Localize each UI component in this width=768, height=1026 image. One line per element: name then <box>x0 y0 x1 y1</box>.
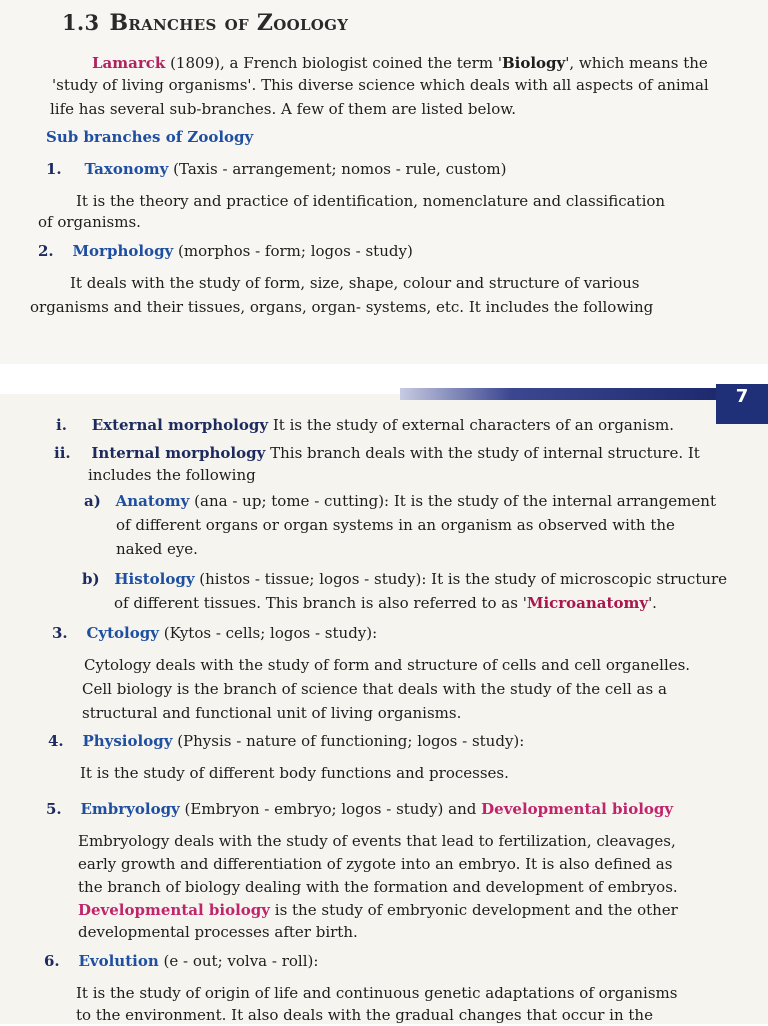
embryology-line-5: developmental processes after birth. <box>78 923 358 941</box>
section-number: 1.3 <box>62 10 100 35</box>
evolution-etymology: (e - out; volva - roll): <box>158 952 319 970</box>
morphology-number: 2. <box>38 242 54 260</box>
evolution-number: 6. <box>44 952 60 970</box>
section-title: Branches of Zoology <box>109 10 349 36</box>
intro-name: Lamarck <box>92 54 166 72</box>
cytology-etymology: (Kytos - cells; logos - study): <box>158 624 378 642</box>
anatomy-line-2: of different organs or organ systems in an organism as observed with the <box>116 516 675 534</box>
internal-number: ii. <box>54 444 71 462</box>
evolution-term: Evolution <box>78 952 159 970</box>
internal-line-2: includes the following <box>88 466 256 484</box>
physiology-number: 4. <box>48 732 64 750</box>
anatomy-heading <box>84 490 716 512</box>
embryology-term: Embryology <box>80 800 180 818</box>
cytology-heading <box>52 622 377 644</box>
evolution-line-1: It is the study of origin of life and continuous genetic adaptations of organisms <box>76 984 678 1002</box>
histology-text-b: '. <box>648 594 657 612</box>
intro-text-a: (1809), a French biologist coined the term ' <box>165 54 502 72</box>
histology-text-a: of different tissues. This branch is also referred to as ' <box>114 594 527 612</box>
intro-line-2: 'study of living organisms'. This diverse science which deals with all aspects of animal <box>52 76 709 94</box>
cytology-line-3: structural and functional unit of living organisms. <box>82 704 462 722</box>
embryology-line-4-text: is the study of embryonic development and the other <box>270 901 678 919</box>
intro-term: Biology <box>501 54 566 72</box>
section-heading <box>62 10 348 36</box>
morphology-line-1: It deals with the study of form, size, shape, colour and structure of various <box>70 274 640 292</box>
histology-label: b) <box>82 570 100 588</box>
intro-text-b: ', which means the <box>565 54 708 72</box>
embryology-line-1: Embryology deals with the study of events that lead to fertilization, cleavages, <box>78 832 676 850</box>
header-band <box>400 388 716 400</box>
cytology-number: 3. <box>52 624 68 642</box>
cytology-term: Cytology <box>86 624 159 642</box>
anatomy-term: Anatomy <box>115 492 190 510</box>
histology-heading <box>82 568 727 590</box>
embryology-etymology: (Embryon - embryo; logos - study) and <box>179 800 482 818</box>
developmental-biology-term-2: Developmental biology <box>78 901 270 919</box>
evolution-heading <box>44 950 318 972</box>
taxonomy-number: 1. <box>46 160 62 178</box>
embryology-line-4 <box>78 899 678 921</box>
anatomy-label: a) <box>84 492 101 510</box>
internal-text: This branch deals with the study of internal structure. It <box>265 444 700 462</box>
physiology-line-1: It is the study of different body functions and processes. <box>80 764 509 782</box>
morphology-heading <box>38 240 413 262</box>
intro-line-3: life has several sub-branches. A few of them are listed below. <box>50 100 517 118</box>
microanatomy-term: Microanatomy <box>526 594 649 612</box>
morphology-etymology: (morphos - form; logos - study) <box>173 242 413 260</box>
taxonomy-line-1: It is the theory and practice of identification, nomenclature and classification <box>76 192 666 210</box>
physiology-etymology: (Physis - nature of functioning; logos - study): <box>172 732 525 750</box>
histology-term: Histology <box>114 570 195 588</box>
page-gap <box>0 364 768 388</box>
embryology-heading <box>46 798 673 820</box>
external-text: It is the study of external characters of an organism. <box>268 416 675 434</box>
cytology-line-2: Cell biology is the branch of science that deals with the study of the cell as a <box>82 680 667 698</box>
taxonomy-term: Taxonomy <box>84 160 169 178</box>
anatomy-line-3: naked eye. <box>116 540 198 558</box>
cytology-line-1: Cytology deals with the study of form and structure of cells and cell organelles. <box>84 656 691 674</box>
internal-morphology <box>54 442 700 464</box>
histology-text: (histos - tissue; logos - study): It is the study of microscopic structure <box>194 570 728 588</box>
external-number: i. <box>56 416 67 434</box>
physiology-term: Physiology <box>82 732 173 750</box>
morphology-term: Morphology <box>72 242 174 260</box>
intro-line-1 <box>92 52 742 74</box>
morphology-line-2: organisms and their tissues, organs, organ- systems, etc. It includes the following <box>30 298 654 316</box>
internal-term: Internal morphology <box>91 444 266 462</box>
developmental-biology-term: Developmental biology <box>481 800 674 818</box>
embryology-line-3: the branch of biology dealing with the formation and development of embryos. <box>78 878 678 896</box>
taxonomy-etymology: (Taxis - arrangement; nomos - rule, custom) <box>168 160 507 178</box>
evolution-line-2: to the environment. It also deals with the gradual changes that occur in the <box>76 1006 653 1024</box>
page-number: 7 <box>716 384 768 424</box>
sub-heading: Sub branches of Zoology <box>46 128 254 146</box>
embryology-number: 5. <box>46 800 62 818</box>
external-term: External morphology <box>91 416 269 434</box>
external-morphology <box>56 414 674 436</box>
taxonomy-heading <box>46 158 506 180</box>
taxonomy-line-2: of organisms. <box>38 213 141 231</box>
physiology-heading <box>48 730 524 752</box>
anatomy-text: (ana - up; tome - cutting): It is the study of the internal arrangement <box>189 492 716 510</box>
embryology-line-2: early growth and differentiation of zygote into an embryo. It is also defined as <box>78 855 673 873</box>
histology-line-2 <box>114 592 657 614</box>
